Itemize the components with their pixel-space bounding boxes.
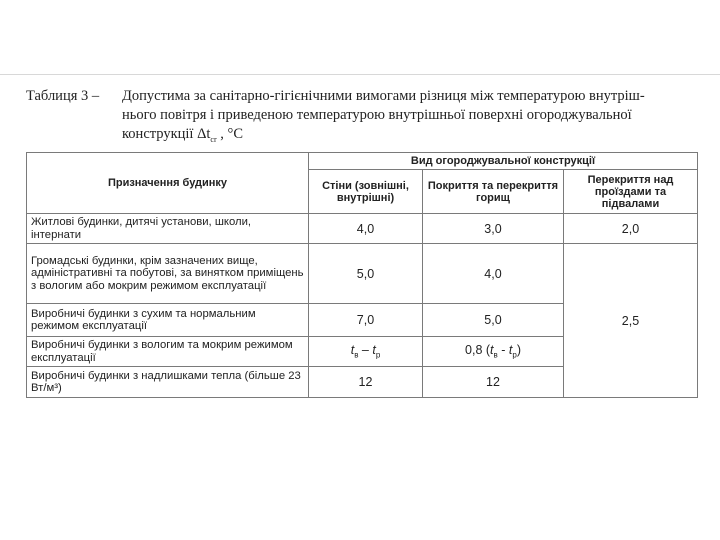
cell-walls-formula: $t_в - t_р$ — [309, 337, 423, 367]
header-walls: Стіни (зовнішні, внутрішні) — [309, 170, 423, 214]
cell-floors-merged: 2,5 — [564, 244, 698, 398]
cell-walls: 7,0 — [309, 304, 423, 337]
header-roofs: Покриття та перекриття горищ — [423, 170, 564, 214]
row-purpose: Виробничі будинки з сухим та нормальним режимом експлуатації — [27, 304, 309, 337]
cell-walls: 12 — [309, 367, 423, 398]
caption-line-3: конструкції $\Delta t_{cr}$ , °C — [122, 126, 243, 144]
cell-walls: 5,0 — [309, 244, 423, 304]
header-construction-type: Вид огороджувальної конструкції — [309, 153, 698, 170]
cell-roofs: 5,0 — [423, 304, 564, 337]
caption-line-1: Допустима за санітарно-гігієнічними вимогами різниця між температурою внутріш- — [122, 88, 645, 104]
row-purpose: Громадські будинки, крім зазначених вище, адміністративні та побутові, за винятком приміщень з вологим або мокрим режимом експлуатації — [27, 244, 309, 304]
cell-roofs-formula: 0,8 $(t_в - t_р)$ — [423, 337, 564, 367]
cell-roofs: 3,0 — [423, 214, 564, 244]
row-purpose: Виробничі будинки з вологим та мокрим режимом експлуатації — [27, 337, 309, 367]
table-row — [27, 244, 698, 304]
temperature-difference-table — [26, 152, 698, 398]
cell-walls: 4,0 — [309, 214, 423, 244]
row-purpose: Житлові будинки, дитячі установи, школи, інтернати — [27, 214, 309, 244]
cell-roofs: 4,0 — [423, 244, 564, 304]
caption-line-2: нього повітря і приведеною температурою внутрішньої поверхні огороджувальної — [122, 107, 632, 123]
top-divider — [0, 74, 720, 75]
header-purpose: Призначення будинку — [27, 153, 309, 214]
cell-floors: 2,0 — [564, 214, 698, 244]
caption-label: Таблиця 3 – — [26, 88, 100, 104]
row-purpose: Виробничі будинки з надлишками тепла (більше 23 Вт/м³) — [27, 367, 309, 398]
table-caption — [26, 87, 706, 149]
header-floors: Перекриття над проїздами та підвалами — [564, 170, 698, 214]
cell-roofs: 12 — [423, 367, 564, 398]
table-row — [27, 214, 698, 244]
